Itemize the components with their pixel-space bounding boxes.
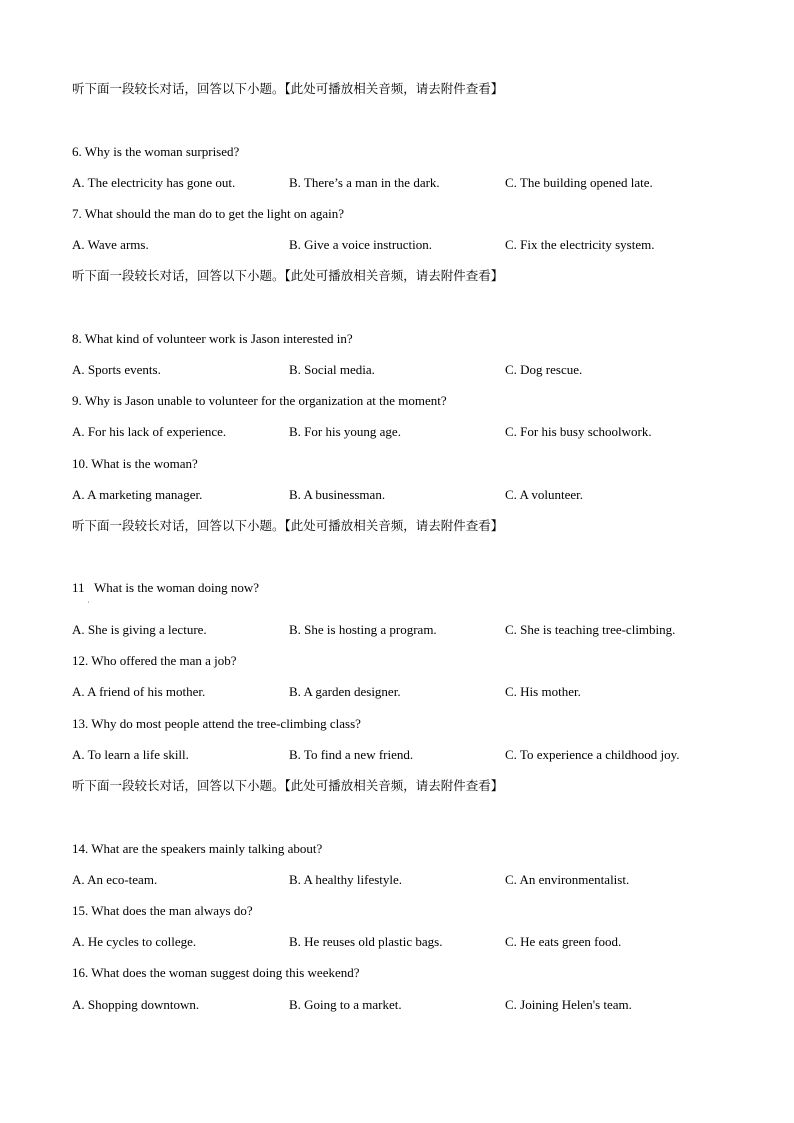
q9-option-b[interactable]: B. For his young age.: [289, 424, 401, 439]
question-11: 11 What is the woman doing now?: [72, 580, 260, 595]
q8-option-a[interactable]: A. Sports events.: [72, 362, 161, 377]
q6-option-b[interactable]: B. There’s a man in the dark.: [289, 175, 440, 190]
question-6: 6. Why is the woman surprised?: [72, 144, 240, 159]
q9-option-c[interactable]: C. For his busy schoolwork.: [505, 424, 652, 439]
q12-option-c[interactable]: C. His mother.: [505, 684, 581, 699]
section-instruction: 听下面一段较长对话，回答以下小题。【此处可播放相关音频，请去附件查看】: [72, 268, 504, 283]
q9-option-a[interactable]: A. For his lack of experience.: [72, 424, 227, 439]
section-instruction: 听下面一段较长对话，回答以下小题。【此处可播放相关音频，请去附件查看】: [72, 518, 504, 533]
q10-option-c[interactable]: C. A volunteer.: [505, 487, 583, 502]
q16-option-c[interactable]: C. Joining Helen's team.: [505, 997, 632, 1012]
q7-option-a[interactable]: A. Wave arms.: [72, 237, 149, 252]
section-instruction: 听下面一段较长对话，回答以下小题。【此处可播放相关音频，请去附件查看】: [72, 81, 504, 96]
q16-option-a[interactable]: A. Shopping downtown.: [72, 997, 200, 1012]
q8-option-c[interactable]: C. Dog rescue.: [505, 362, 583, 377]
question-16: 16. What does the woman suggest doing this weekend?: [72, 965, 360, 980]
q8-option-b[interactable]: B. Social media.: [289, 362, 375, 377]
q7-option-c[interactable]: C. Fix the electricity system.: [505, 237, 655, 252]
q15-option-b[interactable]: B. He reuses old plastic bags.: [289, 934, 443, 949]
q13-option-c[interactable]: C. To experience a childhood joy.: [505, 747, 680, 762]
q15-option-c[interactable]: C. He eats green food.: [505, 934, 622, 949]
q11-option-a[interactable]: A. She is giving a lecture.: [72, 622, 207, 637]
q6-option-c[interactable]: C. The building opened late.: [505, 175, 653, 190]
q14-option-a[interactable]: A. An eco-team.: [72, 872, 158, 887]
question-15: 15. What does the man always do?: [72, 903, 253, 918]
q13-option-b[interactable]: B. To find a new friend.: [289, 747, 414, 762]
stray-mark: ˙: [87, 600, 90, 609]
q11-option-c[interactable]: C. She is teaching tree-climbing.: [505, 622, 676, 637]
q12-option-a[interactable]: A. A friend of his mother.: [72, 684, 206, 699]
question-12: 12. Who offered the man a job?: [72, 653, 237, 668]
q10-option-b[interactable]: B. A businessman.: [289, 487, 386, 502]
section-instruction: 听下面一段较长对话，回答以下小题。【此处可播放相关音频，请去附件查看】: [72, 778, 504, 793]
question-8: 8. What kind of volunteer work is Jason interested in?: [72, 331, 353, 346]
q14-option-b[interactable]: B. A healthy lifestyle.: [289, 872, 403, 887]
q16-option-b[interactable]: B. Going to a market.: [289, 997, 402, 1012]
question-14: 14. What are the speakers mainly talking about?: [72, 841, 323, 856]
q12-option-b[interactable]: B. A garden designer.: [289, 684, 401, 699]
question-7: 7. What should the man do to get the light on again?: [72, 206, 344, 221]
q15-option-a[interactable]: A. He cycles to college.: [72, 934, 197, 949]
q10-option-a[interactable]: A. A marketing manager.: [72, 487, 203, 502]
q11-option-b[interactable]: B. She is hosting a program.: [289, 622, 437, 637]
question-13: 13. Why do most people attend the tree-climbing class?: [72, 716, 361, 731]
question-10: 10. What is the woman?: [72, 456, 198, 471]
q7-option-b[interactable]: B. Give a voice instruction.: [289, 237, 432, 252]
q14-option-c[interactable]: C. An environmentalist.: [505, 872, 630, 887]
question-9: 9. Why is Jason unable to volunteer for the organization at the moment?: [72, 393, 447, 408]
q6-option-a[interactable]: A. The electricity has gone out.: [72, 175, 236, 190]
q13-option-a[interactable]: A. To learn a life skill.: [72, 747, 189, 762]
